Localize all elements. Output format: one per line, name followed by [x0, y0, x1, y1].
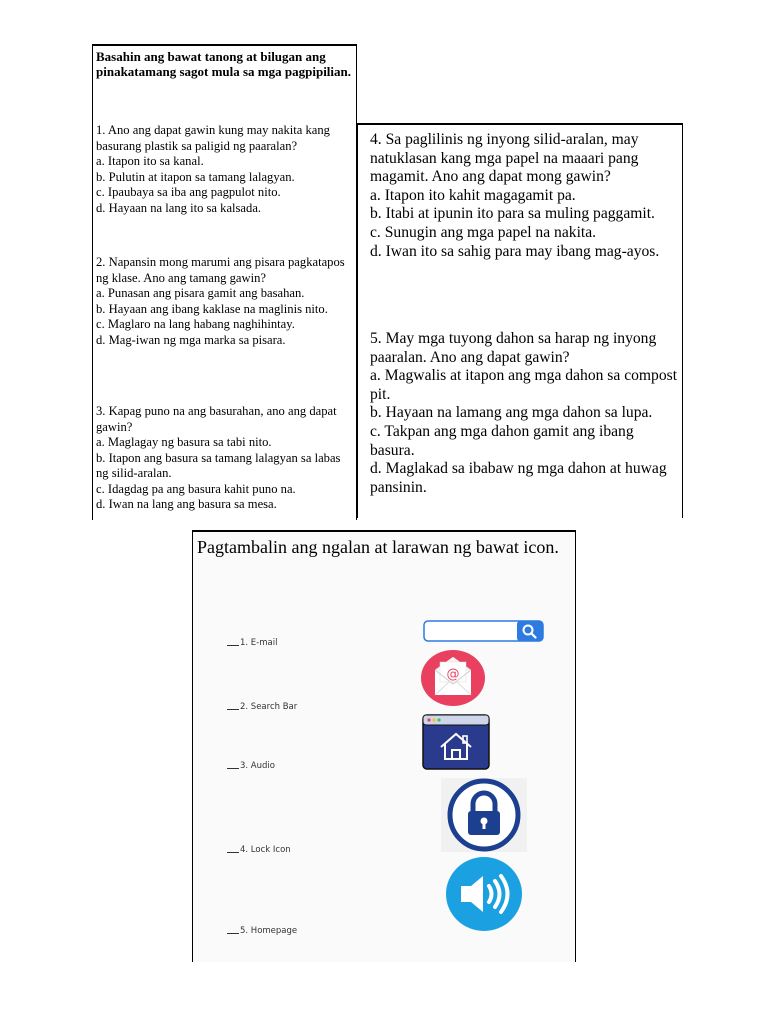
lock-icon [441, 778, 527, 852]
right-question-block [357, 123, 683, 518]
answer-blank[interactable] [227, 768, 239, 769]
match-item-label: 1. E-mail [240, 638, 278, 648]
choice[interactable]: c. Idagdag pa ang basura kahit puno na. [96, 481, 296, 496]
svg-text:@: @ [446, 667, 460, 682]
search-bar-icon [423, 619, 545, 643]
choice[interactable]: d. Hayaan na lang ito sa kalsada. [96, 200, 262, 215]
question-4 [370, 131, 682, 261]
match-item-homepage [227, 926, 297, 936]
answer-blank[interactable] [227, 933, 239, 934]
choice[interactable]: b. Pulutin at itapon sa tamang lalagyan. [96, 169, 295, 184]
match-item-audio [227, 761, 275, 771]
question-2 [96, 255, 354, 348]
choice[interactable]: b. Hayaan ang ibang kaklase na maglinis nito. [96, 301, 328, 316]
choice[interactable]: c. Ipaubaya sa iba ang pagpulot nito. [96, 185, 281, 199]
choice[interactable]: c. Sunugin ang mga papel na nakita. [370, 223, 597, 241]
icon-matching-block [192, 530, 576, 962]
choice[interactable]: a. Itapon ito sa kanal. [96, 154, 204, 168]
audio-icon [445, 856, 525, 932]
choice[interactable]: a. Maglagay ng basura sa tabi nito. [96, 435, 272, 449]
question-3 [96, 404, 354, 513]
homepage-icon [422, 714, 490, 770]
match-item-lock [227, 845, 291, 855]
choice[interactable]: a. Punasan ang pisara gamit ang basahan. [96, 286, 305, 300]
choice[interactable]: c. Maglaro na lang habang naghihintay. [96, 317, 295, 331]
instruction-text: Basahin ang bawat tanong at bilugan ang pinakatamang sagot mula sa mga pagpipilian. [96, 49, 352, 79]
choice[interactable]: d. Iwan ito sa sahig para may ibang mag-ayos. [370, 242, 660, 260]
question-1 [96, 123, 354, 216]
question-text: 5. May mga tuyong dahon sa harap ng inyong paaralan. Ano ang dapat gawin? [370, 330, 657, 366]
match-item-label: 2. Search Bar [240, 702, 298, 712]
question-text: 2. Napansin mong marumi ang pisara pagkatapos ng klase. Ano ang tamang gawin? [96, 255, 345, 285]
choice[interactable]: b. Itapon ang basura sa tamang lalagyan sa labas ng silid-aralan. [96, 450, 341, 480]
question-text: 1. Ano ang dapat gawin kung may nakita kang basurang plastik sa paligid ng paaralan? [96, 123, 330, 153]
match-item-label: 4. Lock Icon [240, 845, 291, 855]
choice[interactable]: d. Iwan na lang ang basura sa mesa. [96, 497, 277, 511]
choice[interactable]: b. Hayaan na lamang ang mga dahon sa lupa. [370, 404, 653, 422]
matching-title: Pagtambalin ang ngalan at larawan ng bawat icon. [197, 537, 559, 557]
question-text: 3. Kapag puno na ang basurahan, ano ang dapat gawin? [96, 404, 337, 434]
choice[interactable]: b. Itabi at ipunin ito para sa muling paggamit. [370, 205, 655, 223]
choice[interactable]: c. Takpan ang mga dahon gamit ang ibang basura. [370, 422, 634, 459]
choice[interactable]: a. Itapon ito kahit magagamit pa. [370, 186, 576, 204]
answer-blank[interactable] [227, 645, 239, 646]
answer-blank[interactable] [227, 852, 239, 853]
choice[interactable]: d. Mag-iwan ng mga marka sa pisara. [96, 332, 286, 347]
question-text: 4. Sa paglilinis ng inyong silid-aralan, may natuklasan kang mga papel na maaari pang magamit. Ano ang dapat mong gawin? [370, 131, 639, 186]
match-item-label: 3. Audio [240, 761, 275, 771]
choice[interactable]: a. Magwalis at itapon ang mga dahon sa compost pit. [370, 367, 678, 403]
answer-blank[interactable] [227, 709, 239, 710]
match-item-label: 5. Homepage [240, 926, 298, 936]
match-item-email [227, 638, 277, 648]
choice[interactable]: d. Maglakad sa ibabaw ng mga dahon at huwag pansinin. [370, 460, 667, 496]
email-icon [421, 649, 486, 707]
left-question-block [92, 44, 357, 520]
question-5 [370, 330, 682, 497]
match-item-search-bar [227, 702, 297, 712]
